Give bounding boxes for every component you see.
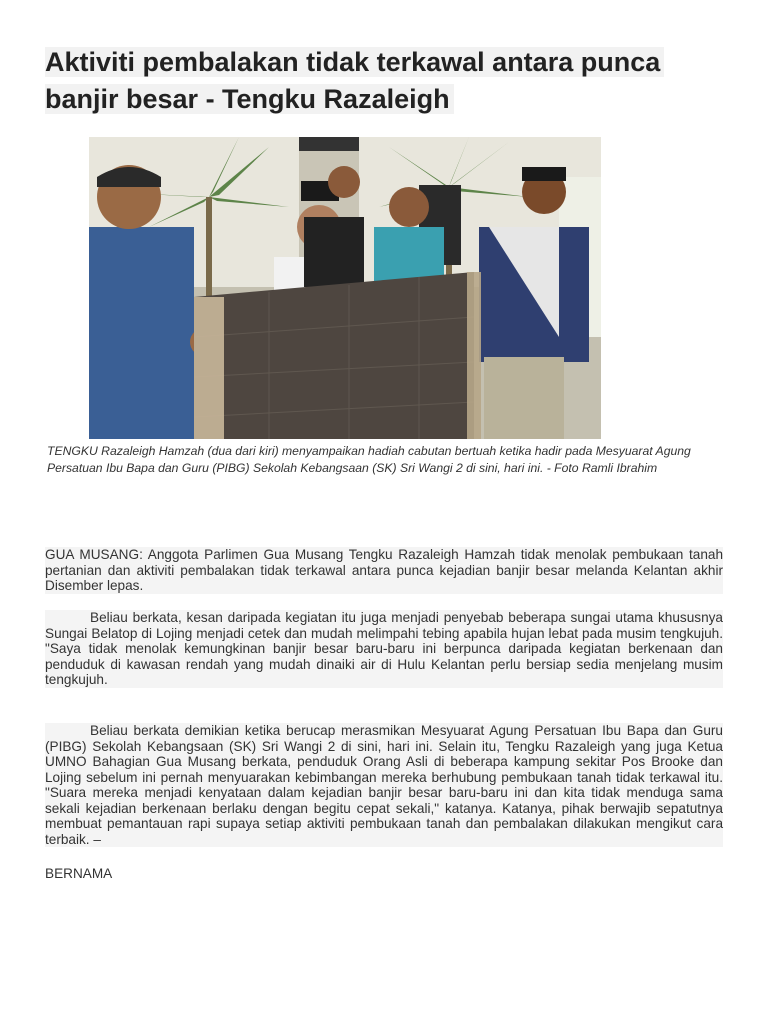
photo-illustration	[89, 137, 601, 439]
paragraph-2: Beliau berkata, kesan daripada kegiatan itu juga menjadi penyebab beberapa sungai utama khususnya Sungai Belatop di Lojing menjadi cetek dan mudah melimpahi tebing apabila hujan lebat pada musim tengkujuh. "Saya tidak menolak kemungkinan banjir besar baru-baru ini berpunca daripada kegiatan berkenaan dan penduduk di kawasan rendah yang mudah dinaiki air di Hulu Kelantan perlu bersiap sedia menjelang musim tengkujuh.	[45, 610, 723, 687]
article-photo	[89, 137, 601, 439]
article-title-line-2: banjir besar - Tengku Razaleigh	[45, 84, 454, 114]
news-source: BERNAMA	[45, 866, 113, 881]
article-title	[45, 44, 685, 118]
photo-caption: TENGKU Razaleigh Hamzah (dua dari kiri) menyampaikan hadiah cabutan bertuah ketika hadir pada Mesyuarat Agung Persatuan Ibu Bapa dan Guru (PIBG) Sekolah Kebangsaan (SK) Sri Wangi 2 di sini, hari ini. - Foto Ramli Ibrahim	[47, 444, 691, 475]
paragraph-lead: GUA MUSANG: Anggota Parlimen Gua Musang Tengku Razaleigh Hamzah tidak menolak pembukaan tanah pertanian dan aktiviti pembalakan tidak terkawal antara punca kejadian banjir besar melanda Kelantan akhir Disember lepas.	[45, 547, 723, 593]
article-title-line-1: Aktiviti pembalakan tidak terkawal antara punca	[45, 47, 664, 77]
paragraph-3: Beliau berkata demikian ketika berucap merasmikan Mesyuarat Agung Persatuan Ibu Bapa dan Guru (PIBG) Sekolah Kebangsaan (SK) Sri Wangi 2 di sini, hari ini. Selain itu, Tengku Razaleigh yang juga Ketua UMNO Bahagian Gua Musang berkata, penduduk Orang Asli di beberapa kampung sekitar Pos Brooke dan Lojing sebelum ini pernah menyuarakan kebimbangan mereka berhubung pembukaan tanah tidak terkawal itu. "Suara mereka menjadi kenyataan dalam kejadian banjir besar baru-baru ini dan kita tidak menduga sama sekali kejadian berkenaan berlaku dengan begitu cepat sekali," katanya. Katanya, pihak berwajib sepatutnya membuat pemantauan rapi supaya setiap aktiviti pembukaan tanah dan pembalakan dilakukan mengikut cara terbaik. –	[45, 723, 723, 847]
